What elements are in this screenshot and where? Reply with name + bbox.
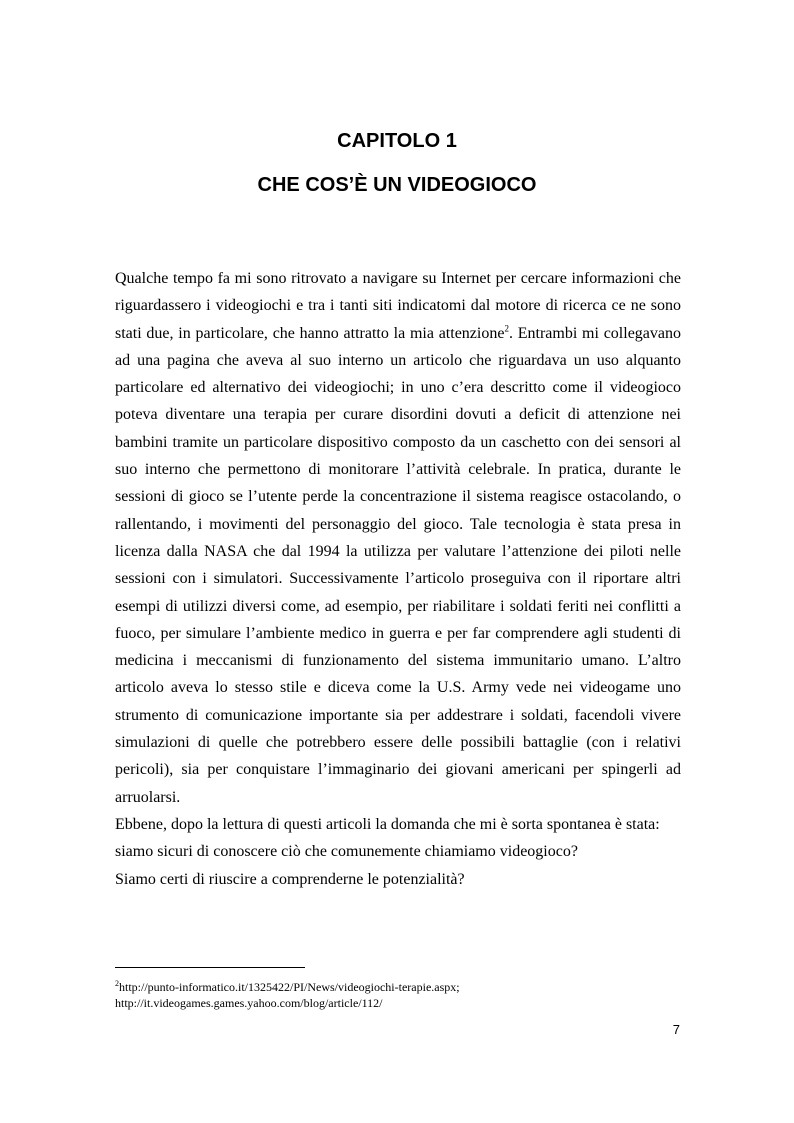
- footnote-divider: [115, 967, 305, 968]
- body-paragraph: Siamo certi di riuscire a comprenderne le potenzialità?: [115, 870, 465, 888]
- footnote-url[interactable]: http://it.videogames.games.yahoo.com/blog/article/112/: [115, 996, 383, 1010]
- body-text: [115, 265, 681, 893]
- body-paragraph: siamo sicuri di conoscere ciò che comunemente chiamiamo videogioco?: [115, 843, 578, 861]
- body-paragraph: [115, 265, 681, 811]
- paragraph-text: Qualche tempo fa mi sono ritrovato a navigare su Internet per cercare informazioni che riguardassero i videogiochi e tra i tanti siti indicatomi dal motore di ricerca ce ne sono stati due, in particolare, che hanno attratto la mia attenzione: [115, 270, 681, 342]
- chapter-label: CAPITOLO 1: [337, 130, 457, 152]
- footnote-line: [115, 979, 675, 995]
- chapter-title: CHE COS’È UN VIDEOGIOCO: [257, 174, 537, 196]
- page-number: 7: [672, 1022, 680, 1037]
- footnote: [115, 979, 675, 1011]
- footnote-url[interactable]: http://punto-informatico.it/1325422/PI/News/videogiochi-terapie.aspx;: [119, 980, 460, 994]
- footnote-number: 2: [115, 979, 119, 988]
- paragraph-text: . Entrambi mi collegavano ad una pagina che aveva al suo interno un articolo che riguardava un uso alquanto particolare ed alternativo dei videogiochi; in uno c’era descritto come il videogioco poteva diventare una terapia per curare disordini dovuti a deficit di attenzione nei bambini tramite un particolare dispositivo composto da un caschetto con dei sensori al suo interno che permettono di monitorare l’attività celebrale. In pratica, durante le sessioni di gioco se l’utente perde la concentrazione il sistema reagisce ostacolando, o rallentando, i movimenti del personaggio del gioco. Tale tecnologia è stata presa in licenza dalla NASA che dal 1994 la utilizza per valutare l’attenzione dei piloti nelle sessioni con i simulatori. Successivamente l’articolo proseguiva con il riportare altri esempi di utilizzi diversi come, ad esempio, per riabilitare i soldati feriti nei conflitti a fuoco, per simulare l’ambiente medico in guerra e per far comprendere agli studenti di medicina i meccanismi di funzionamento del sistema immunitario umano. L’altro articolo aveva lo stesso stile e diceva come la U.S. Army vede nei videogame uno strumento di comunicazione importante sia per addestrare i soldati, facendoli vivere simulazioni di quelle che potrebbero essere delle possibili battaglie (con i relativi pericoli), sia per conquistare l’immaginario dei giovani americani per spingerli ad arruolarsi.: [115, 324, 681, 806]
- body-paragraph: Ebbene, dopo la lettura di questi articoli la domanda che mi è sorta spontanea è stata:: [115, 815, 660, 833]
- footnote-reference[interactable]: 2: [504, 323, 509, 334]
